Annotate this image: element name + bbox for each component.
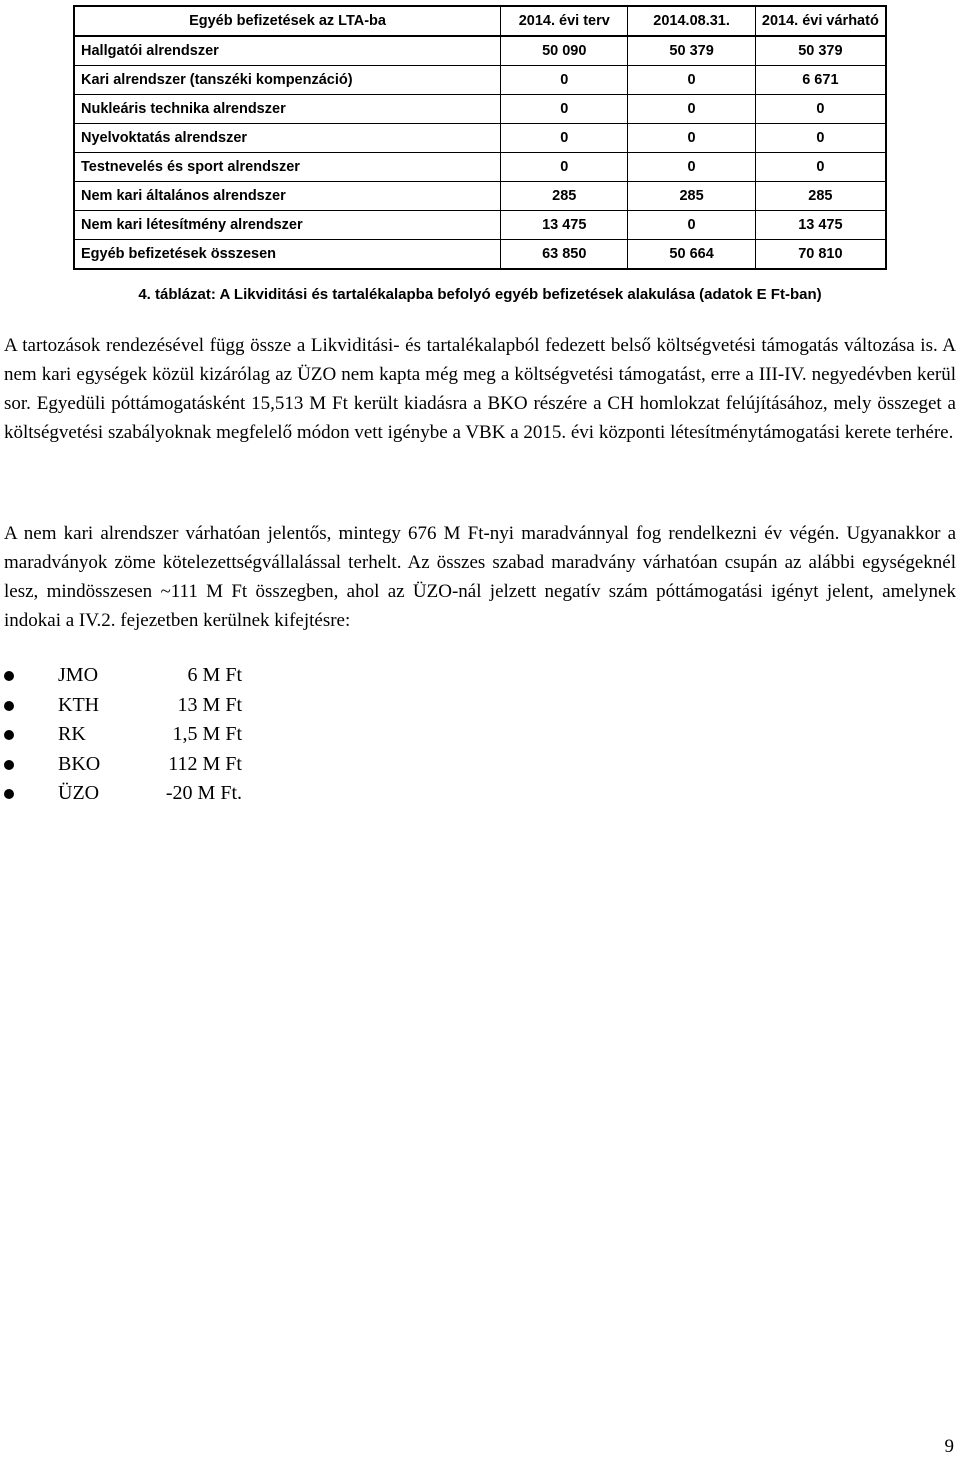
- table-row-total: [74, 240, 886, 270]
- row-label: Nyelvoktatás alrendszer: [74, 124, 501, 153]
- header-plan: 2014. évi terv: [501, 6, 628, 36]
- cell-plan: 285: [501, 182, 628, 211]
- unit-name: BKO: [58, 752, 101, 775]
- cell-expected: 50 379: [755, 36, 886, 66]
- unit-name: RK: [58, 723, 86, 745]
- cell-plan: 0: [501, 124, 628, 153]
- bullet-icon: [4, 701, 14, 711]
- cell-actual: 0: [628, 153, 755, 182]
- cell-plan: 0: [501, 153, 628, 182]
- cell-plan: 13 475: [501, 211, 628, 240]
- cell-expected: 0: [755, 95, 886, 124]
- unit-name: JMO: [58, 664, 99, 686]
- table-row: [74, 153, 886, 182]
- row-label: Egyéb befizetések összesen: [74, 240, 501, 270]
- unit-amount: 13 M Ft: [177, 693, 242, 716]
- cell-expected: 13 475: [755, 211, 886, 240]
- cell-plan: 0: [501, 95, 628, 124]
- list-item: [0, 779, 242, 809]
- row-label: Kari alrendszer (tanszéki kompenzáció): [74, 66, 501, 95]
- list-item: [0, 691, 242, 721]
- list-item: [0, 720, 242, 750]
- allocation-table: [73, 5, 887, 270]
- list-item: [0, 750, 242, 780]
- unit-amount: -20 M Ft.: [165, 782, 242, 804]
- row-label: Nukleáris technika alrendszer: [74, 95, 501, 124]
- bullet-icon: [4, 789, 14, 799]
- page-number: 9: [944, 1436, 954, 1457]
- cell-expected: 6 671: [755, 66, 886, 95]
- unit-name: KTH: [58, 693, 100, 716]
- cell-expected: 70 810: [755, 240, 886, 270]
- amount-list: [0, 661, 242, 809]
- table-header-row: [74, 6, 886, 36]
- cell-actual: 0: [628, 124, 755, 153]
- unit-name: ÜZO: [58, 782, 100, 804]
- cell-actual: 0: [628, 66, 755, 95]
- cell-actual: 0: [628, 95, 755, 124]
- bullet-icon: [4, 730, 14, 740]
- unit-amount: 1,5 M Ft: [172, 723, 242, 745]
- table-row: [74, 211, 886, 240]
- cell-expected: 0: [755, 153, 886, 182]
- cell-plan: 50 090: [501, 36, 628, 66]
- cell-actual: 0: [628, 211, 755, 240]
- header-label: Egyéb befizetések az LTA-ba: [74, 6, 501, 36]
- cell-actual: 50 664: [628, 240, 755, 270]
- cell-plan: 63 850: [501, 240, 628, 270]
- cell-expected: 0: [755, 124, 886, 153]
- table-caption: 4. táblázat: A Likviditási és tartalékalapba befolyó egyéb befizetések alakulása (adatok E Ft-ban): [138, 286, 822, 303]
- cell-plan: 0: [501, 66, 628, 95]
- body-paragraph-1: A tartozások rendezésével függ össze a Likviditási- és tartalékalapból fedezett belső költségvetési támogatás változása is. A nem kari egységek közül kizárólag az ÜZO nem kapta még meg a költségvetési támogatást, erre a III-IV. negyedévben kerül sor. Egyedüli póttámogatásként 15,513 M Ft került kiadásra a BKO részére a CH homlokzat felújításához, mely összeget a költségvetési szabályoknak megfelelő módon vett igénybe a VBK a 2015. évi központi létesítménytámogatási kerete terhére.: [4, 335, 956, 443]
- row-label: Nem kari létesítmény alrendszer: [74, 211, 501, 240]
- row-label: Testnevelés és sport alrendszer: [74, 153, 501, 182]
- header-expected: 2014. évi várható: [755, 6, 886, 36]
- table-row: [74, 36, 886, 66]
- unit-amount: 6 M Ft: [187, 664, 242, 686]
- allocation-table-container: [73, 5, 887, 270]
- table-row: [74, 124, 886, 153]
- bullet-icon: [4, 760, 14, 770]
- table-row: [74, 95, 886, 124]
- body-paragraph-2: A nem kari alrendszer várhatóan jelentős, mintegy 676 M Ft-nyi maradvánnyal fog rendelkezni év végén. Ugyanakkor a maradványok zöme kötelezettségvállalással terhelt. Az összes szabad maradvány várhatóan csupán az alábbi egységeknél lesz, mindösszesen ~111 M Ft összegben, ahol az ÜZO-nál jelzett negatív szám póttámogatási igényt jelent, amelynek indokai a IV.2. fejezetben kerülnek kifejtésre:: [4, 523, 956, 631]
- unit-amount: 112 M Ft: [168, 752, 242, 775]
- bullet-icon: [4, 671, 14, 681]
- header-actual: 2014.08.31.: [628, 6, 755, 36]
- cell-actual: 50 379: [628, 36, 755, 66]
- table-row: [74, 66, 886, 95]
- list-item: [0, 661, 242, 691]
- cell-expected: 285: [755, 182, 886, 211]
- cell-actual: 285: [628, 182, 755, 211]
- table-row: [74, 182, 886, 211]
- row-label: Hallgatói alrendszer: [74, 36, 501, 66]
- row-label: Nem kari általános alrendszer: [74, 182, 501, 211]
